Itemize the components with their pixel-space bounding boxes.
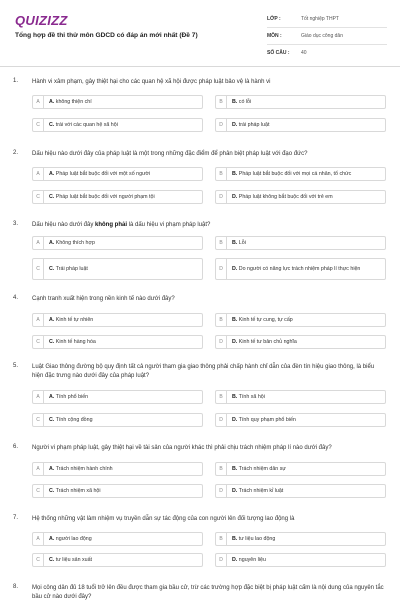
option-text: Trách nhiệm hành chính: [55, 466, 113, 472]
option-text: Kinh tế tự nhiên: [55, 317, 94, 323]
option-prefix: D.: [232, 266, 238, 272]
option-prefix: A.: [49, 171, 55, 177]
option-text: tư liệu lao động: [238, 536, 276, 542]
option-letter: C: [33, 259, 44, 279]
option-text: Trách nhiệm kỉ luật: [238, 488, 284, 494]
option-letter: D: [216, 485, 227, 497]
option-b[interactable]: [215, 236, 386, 250]
option-letter: A: [33, 168, 44, 180]
option-text: Tính cộng đồng: [55, 417, 93, 423]
option-letter: A: [33, 314, 44, 326]
option-text: Tính phổ biến: [55, 394, 89, 400]
question-emphasis: không phải: [95, 222, 127, 228]
option-text: Pháp luật bắt buộc đối với một số người: [55, 171, 151, 177]
option-text: trái với các quan hệ xã hội: [55, 122, 118, 128]
option-prefix: A.: [49, 240, 55, 246]
question-text: Cạnh tranh xuất hiện trong nền kinh tế nào dưới đây?: [32, 296, 175, 302]
option-d[interactable]: [215, 413, 386, 427]
option-a[interactable]: [32, 532, 203, 546]
meta-key: SỐ CÂU :: [267, 50, 290, 56]
question-number: 2.: [13, 150, 19, 156]
option-prefix: C.: [49, 488, 55, 494]
option-d[interactable]: [215, 258, 386, 280]
option-a[interactable]: [32, 313, 203, 327]
option-letter: C: [33, 119, 44, 131]
quizizz-logo[interactable]: QUIZIZZ: [15, 13, 68, 28]
option-prefix: A.: [49, 99, 55, 105]
option-a[interactable]: [32, 95, 203, 109]
option-text: nguyên liệu: [238, 557, 266, 563]
option-letter: A: [33, 391, 44, 403]
option-c[interactable]: [32, 553, 203, 567]
option-text: có lỗi: [238, 99, 252, 105]
option-prefix: B.: [232, 171, 238, 177]
option-b[interactable]: [215, 532, 386, 546]
option-b[interactable]: [215, 95, 386, 109]
question-number: 8.: [13, 584, 19, 590]
meta-table: [267, 11, 387, 61]
meta-value: Tốt nghiệp THPT: [301, 16, 339, 22]
option-b[interactable]: [215, 390, 386, 404]
option-a[interactable]: [32, 167, 203, 181]
option-prefix: C.: [49, 339, 55, 345]
question-number: 3.: [13, 221, 19, 227]
option-prefix: D.: [232, 417, 238, 423]
option-c[interactable]: [32, 190, 203, 204]
option-b[interactable]: [215, 167, 386, 181]
option-prefix: C.: [49, 417, 55, 423]
question-number: 6.: [13, 444, 19, 450]
option-text: Pháp luật không bắt buộc đối với trẻ em: [238, 194, 333, 200]
header-divider: [0, 66, 400, 67]
question-text: Người vi phạm pháp luật, gây thiệt hại về tài sản của người khác thì phải chịu trách nhiệm pháp lí nào dưới đây?: [32, 445, 332, 451]
option-prefix: C.: [49, 266, 55, 272]
option-letter: B: [216, 96, 227, 108]
option-letter: B: [216, 314, 227, 326]
option-letter: A: [33, 533, 44, 545]
question-number: 5.: [13, 363, 19, 369]
option-text: người lao động: [55, 536, 92, 542]
question-number: 1.: [13, 78, 19, 84]
option-letter: A: [33, 237, 44, 249]
option-text: Pháp luật bắt buộc đối với mọi cá nhân, tổ chức: [238, 171, 352, 177]
option-prefix: C.: [49, 194, 55, 200]
option-letter: D: [216, 119, 227, 131]
option-letter: C: [33, 485, 44, 497]
question-text: Luật Giao thông đường bộ quy định tất cả người tham gia giao thông phải chấp hành chỉ dẫn của đèn tín hiệu giao thông, là biểu hiện đặc trưng nào dưới đây của pháp luật?: [32, 364, 375, 379]
meta-row-count: [267, 45, 387, 61]
option-text: trái pháp luật: [238, 122, 270, 128]
option-letter: D: [216, 191, 227, 203]
option-prefix: D.: [232, 488, 238, 494]
option-prefix: D.: [232, 122, 238, 128]
option-letter: D: [216, 336, 227, 348]
option-text: Do người có năng lực trách nhiệm pháp lí thực hiện: [238, 266, 361, 272]
option-text: Pháp luật bắt buộc đối với người phạm tội: [55, 194, 155, 200]
option-c[interactable]: [32, 258, 203, 280]
option-text: không thiện chí: [55, 99, 92, 105]
option-letter: A: [33, 96, 44, 108]
option-text: tư liệu sản xuất: [55, 557, 93, 563]
option-prefix: B.: [232, 536, 238, 542]
option-a[interactable]: [32, 462, 203, 476]
meta-value: Giáo dục công dân: [301, 33, 343, 39]
meta-key: LỚP :: [267, 16, 281, 22]
option-prefix: A.: [49, 394, 55, 400]
option-letter: C: [33, 336, 44, 348]
option-b[interactable]: [215, 313, 386, 327]
question-text: Dấu hiệu nào dưới đây của pháp luật là một trong những đặc điểm để phân biệt pháp luật với đạo đức?: [32, 151, 308, 157]
meta-row-class: [267, 11, 387, 28]
option-text: Kinh tế hàng hóa: [55, 339, 96, 345]
option-c[interactable]: [32, 118, 203, 132]
option-d[interactable]: [215, 553, 386, 567]
option-prefix: B.: [232, 240, 238, 246]
worksheet-header: [0, 0, 400, 64]
option-text: Kinh tế tự cung, tự cấp: [238, 317, 293, 323]
option-text: Tính quy phạm phổ biến: [238, 417, 296, 423]
option-letter: C: [33, 554, 44, 566]
meta-key: MÔN :: [267, 33, 282, 39]
question-text: Hệ thống những vật làm nhiệm vụ truyền dẫn sự tác động của con người lên đối tượng lao động là: [32, 516, 295, 522]
option-a[interactable]: [32, 390, 203, 404]
option-c[interactable]: [32, 484, 203, 498]
option-letter: B: [216, 533, 227, 545]
option-prefix: C.: [49, 557, 55, 563]
option-letter: A: [33, 463, 44, 475]
option-text: Kinh tế tư bản chủ nghĩa: [238, 339, 297, 345]
option-prefix: D.: [232, 557, 238, 563]
option-prefix: A.: [49, 317, 55, 323]
option-text: Trách nhiệm xã hội: [55, 488, 101, 494]
option-prefix: B.: [232, 394, 238, 400]
option-text: Trách nhiệm dân sự: [238, 466, 286, 472]
option-letter: D: [216, 414, 227, 426]
option-letter: D: [216, 259, 227, 279]
option-letter: C: [33, 414, 44, 426]
option-b[interactable]: [215, 462, 386, 476]
option-a[interactable]: [32, 236, 203, 250]
option-prefix: D.: [232, 194, 238, 200]
meta-value: 40: [301, 50, 307, 56]
option-c[interactable]: [32, 413, 203, 427]
option-prefix: A.: [49, 536, 55, 542]
option-prefix: B.: [232, 99, 238, 105]
question-number: 7.: [13, 515, 19, 521]
option-letter: B: [216, 463, 227, 475]
question-number: 4.: [13, 295, 19, 301]
question-text: Dấu hiệu nào dưới đây không phải là dấu hiệu vi phạm pháp luật?: [32, 222, 211, 228]
option-prefix: D.: [232, 339, 238, 345]
option-text: Trái pháp luật: [55, 266, 88, 272]
option-letter: B: [216, 168, 227, 180]
question-text: Mọi công dân đủ 18 tuổi trở lên đều được tham gia bầu cử, trừ các trường hợp đặc biệt bị pháp luật cấm là nội dung của nguyên tắc bầu cử nào dưới đây?: [32, 585, 384, 600]
option-text: Không thích hợp: [55, 240, 95, 246]
page-title: Tổng hợp đề thi thử môn GDCD có đáp án mới nhất (Đề 7): [15, 32, 198, 39]
option-letter: B: [216, 237, 227, 249]
option-letter: C: [33, 191, 44, 203]
option-prefix: A.: [49, 466, 55, 472]
option-c[interactable]: [32, 335, 203, 349]
option-text: Tính xã hội: [238, 394, 265, 400]
option-d[interactable]: [215, 118, 386, 132]
option-letter: D: [216, 554, 227, 566]
option-text: Lỗi: [238, 240, 246, 246]
question-text: Hành vi xâm phạm, gây thiệt hại cho các quan hệ xã hội được pháp luật bảo vệ là hành vi: [32, 79, 271, 85]
meta-row-subject: [267, 28, 387, 45]
option-letter: B: [216, 391, 227, 403]
option-d[interactable]: [215, 190, 386, 204]
option-prefix: B.: [232, 317, 238, 323]
option-prefix: C.: [49, 122, 55, 128]
option-d[interactable]: [215, 484, 386, 498]
option-prefix: B.: [232, 466, 238, 472]
option-d[interactable]: [215, 335, 386, 349]
